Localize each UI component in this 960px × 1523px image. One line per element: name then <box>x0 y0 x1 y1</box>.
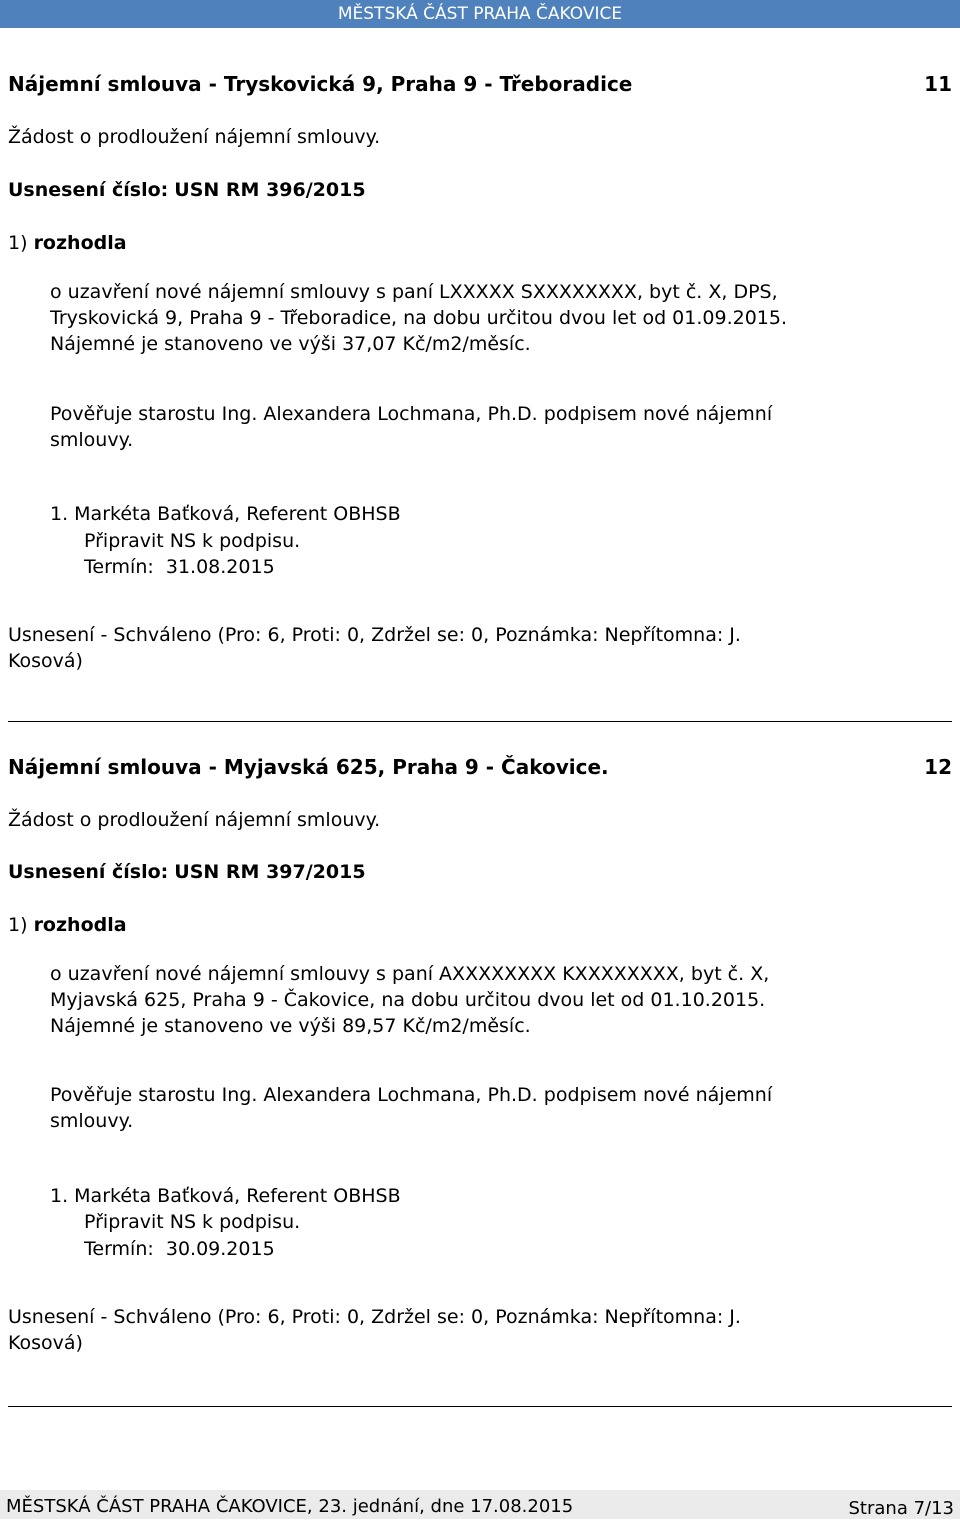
task-person: 1. Markéta Baťková, Referent OBHSB <box>50 503 401 525</box>
resolution-label: Usnesení číslo: <box>8 179 169 201</box>
section-divider <box>8 1406 952 1407</box>
body-line: o uzavření nové nájemní smlouvy s paní LXXXXX SXXXXXXXX, byt č. X, DPS, <box>50 281 778 303</box>
authorize-text <box>50 1082 772 1134</box>
decision-word: rozhodla <box>33 914 127 936</box>
task-deadline <box>84 554 275 580</box>
decision-prefix: 1) <box>8 232 28 254</box>
body-line: Myjavská 625, Praha 9 - Čakovice, na dobu určitou dvou let od 01.10.2015. <box>50 989 766 1011</box>
authorize-line: Pověřuje starostu Ing. Alexandera Lochmana, Ph.D. podpisem nové nájemní <box>50 1084 773 1106</box>
footer-page-number: Strana 7/13 <box>848 1498 954 1519</box>
body-line: Tryskovická 9, Praha 9 - Třeboradice, na dobu určitou dvou let od 01.09.2015. <box>50 307 788 329</box>
authorize-line: smlouvy. <box>50 429 134 451</box>
page-header-title: MĚSTSKÁ ČÁST PRAHA ČAKOVICE <box>337 4 623 24</box>
resolution-label: Usnesení číslo: <box>8 861 169 883</box>
decision-body <box>50 961 769 1039</box>
vote-result <box>8 1304 741 1356</box>
task-deadline-date: 31.08.2015 <box>165 556 275 578</box>
item-title-row <box>8 753 952 781</box>
task-action: Připravit NS k podpisu. <box>84 530 301 552</box>
item-request: Žádost o prodloužení nájemní smlouvy. <box>8 126 381 148</box>
item-title: Nájemní smlouva - Tryskovická 9, Praha 9 - Třeboradice <box>8 72 633 96</box>
authorize-line: smlouvy. <box>50 1110 134 1132</box>
item-number: 11 <box>924 72 952 96</box>
page-header <box>0 0 960 28</box>
body-line: o uzavření nové nájemní smlouvy s paní AXXXXXXXX KXXXXXXXX, byt č. X, <box>50 963 770 985</box>
authorize-text <box>50 401 772 453</box>
task-deadline-date: 30.09.2015 <box>165 1238 275 1260</box>
task-person: 1. Markéta Baťková, Referent OBHSB <box>50 1185 401 1207</box>
vote-line: Kosová) <box>8 650 83 672</box>
decision-line <box>8 230 127 256</box>
task-deadline <box>84 1236 275 1262</box>
footer-meeting-info: MĚSTSKÁ ČÁST PRAHA ČAKOVICE, 23. jednání, dne 17.08.2015 <box>6 1496 574 1517</box>
body-line: Nájemné je stanoveno ve výši 89,57 Kč/m2/měsíc. <box>50 1015 531 1037</box>
resolution-id: USN RM 396/2015 <box>174 179 366 201</box>
decision-body <box>50 279 787 357</box>
vote-result <box>8 622 741 674</box>
resolution-id: USN RM 397/2015 <box>174 861 366 883</box>
task-deadline-label: Termín: <box>84 556 154 578</box>
item-title: Nájemní smlouva - Myjavská 625, Praha 9 - Čakovice. <box>8 755 609 779</box>
vote-line: Kosová) <box>8 1332 83 1354</box>
item-request: Žádost o prodloužení nájemní smlouvy. <box>8 809 381 831</box>
body-line: Nájemné je stanoveno ve výši 37,07 Kč/m2/měsíc. <box>50 333 531 355</box>
vote-line: Usnesení - Schváleno (Pro: 6, Proti: 0, Zdržel se: 0, Poznámka: Nepřítomna: J. <box>8 624 741 646</box>
page-footer <box>0 1490 960 1519</box>
task-action: Připravit NS k podpisu. <box>84 1211 301 1233</box>
item-number: 12 <box>924 755 952 779</box>
section-divider <box>8 721 952 722</box>
resolution-line <box>8 859 366 885</box>
task-deadline-label: Termín: <box>84 1238 154 1260</box>
authorize-line: Pověřuje starostu Ing. Alexandera Lochmana, Ph.D. podpisem nové nájemní <box>50 403 773 425</box>
decision-prefix: 1) <box>8 914 28 936</box>
vote-line: Usnesení - Schváleno (Pro: 6, Proti: 0, Zdržel se: 0, Poznámka: Nepřítomna: J. <box>8 1306 741 1328</box>
decision-line <box>8 912 127 938</box>
resolution-line <box>8 177 366 203</box>
decision-word: rozhodla <box>33 232 127 254</box>
item-title-row <box>8 70 952 98</box>
